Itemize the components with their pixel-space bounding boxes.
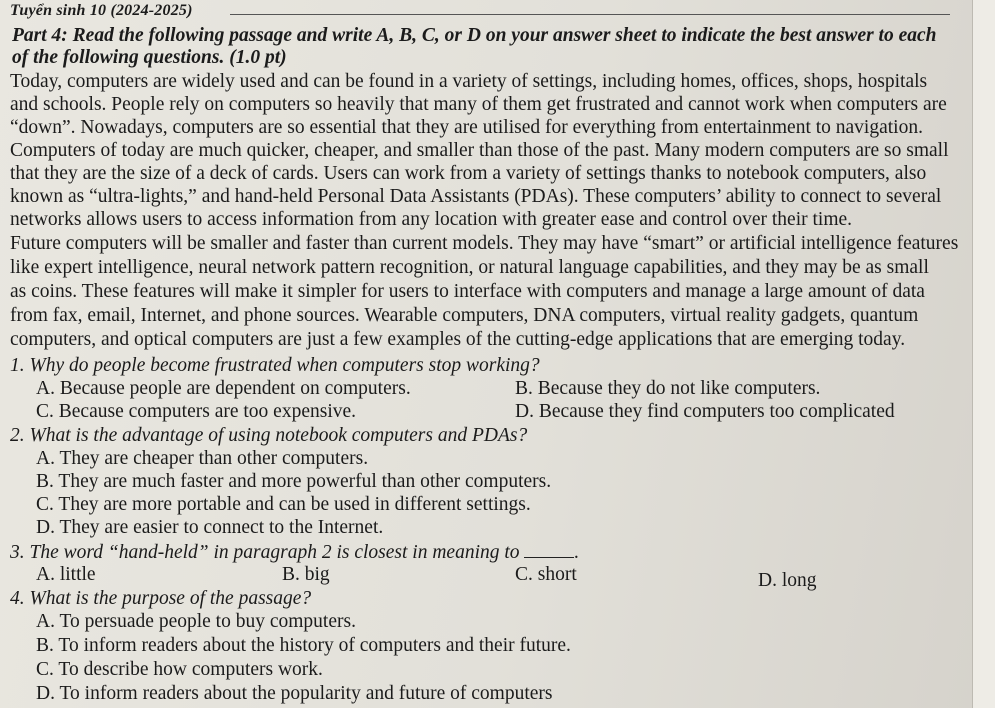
passage-line: and schools. People rely on computers so heavily that many of them get frustrated and cannot work when computers are: [10, 94, 947, 115]
instruction-line-1: Part 4: Read the following passage and write A, B, C, or D on your answer sheet to indicate the best answer to each: [12, 25, 937, 46]
q4-option-a: A. To persuade people to buy computers.: [36, 611, 356, 632]
question-2-stem: 2. What is the advantage of using notebook computers and PDAs?: [10, 425, 528, 446]
question-4-stem: 4. What is the purpose of the passage?: [10, 588, 312, 609]
q4-option-b: B. To inform readers about the history of computers and their future.: [36, 635, 571, 656]
q3-option-d: D. long: [758, 570, 817, 591]
exam-header: Tuyển sinh 10 (2024-2025): [10, 2, 193, 19]
adjacent-page-edge: [972, 0, 995, 708]
question-3-text: 3. The word “hand-held” in paragraph 2 is closest in meaning to: [10, 542, 520, 563]
passage-line: from fax, email, Internet, and phone sources. Wearable computers, DNA computers, virtual reality gadgets, quantum: [10, 305, 919, 326]
header-divider: [230, 14, 950, 15]
question-1-stem: 1. Why do people become frustrated when computers stop working?: [10, 355, 540, 376]
question-3-stem: [10, 541, 579, 564]
passage-line: networks allows users to access information from any location with greater ease and control over their time.: [10, 209, 853, 230]
passage-line: known as “ultra-lights,” and hand-held Personal Data Assistants (PDAs). These computers’ ability to connect to several: [10, 186, 942, 207]
passage-line: computers, and optical computers are just a few examples of the cutting-edge applications that are emerging today.: [10, 329, 906, 350]
q1-option-b: B. Because they do not like computers.: [515, 378, 821, 399]
passage-line: “down”. Nowadays, computers are so essential that they are utilised for everything from entertainment to navigation.: [10, 117, 923, 138]
q3-option-b: B. big: [282, 564, 330, 585]
passage-line: Today, computers are widely used and can be found in a variety of settings, including homes, offices, shops, hospitals: [10, 71, 928, 92]
q3-option-a: A. little: [36, 564, 96, 585]
q3-option-c: C. short: [515, 564, 577, 585]
passage-line: Future computers will be smaller and faster than current models. They may have “smart” or artificial intelligence features: [10, 233, 959, 254]
instruction-line-2: of the following questions. (1.0 pt): [12, 47, 287, 68]
q2-option-a: A. They are cheaper than other computers.: [36, 448, 369, 469]
q1-option-d: D. Because they find computers too complicated: [515, 401, 895, 422]
q2-option-b: B. They are much faster and more powerful than other computers.: [36, 471, 552, 492]
passage-line: Computers of today are much quicker, cheaper, and smaller than those of the past. Many modern computers are so small: [10, 140, 949, 161]
passage-line: that they are the size of a deck of cards. Users can work from a variety of settings thanks to notebook computers, also: [10, 163, 927, 184]
passage-line: as coins. These features will make it simpler for users to interface with computers and manage a large amount of data: [10, 281, 925, 302]
answer-blank: [524, 541, 574, 558]
question-3-period: .: [574, 542, 580, 563]
q1-option-c: C. Because computers are too expensive.: [36, 401, 357, 422]
q4-option-c: C. To describe how computers work.: [36, 659, 323, 680]
q1-option-a: A. Because people are dependent on computers.: [36, 378, 411, 399]
q4-option-d: D. To inform readers about the popularity and future of computers: [36, 683, 553, 704]
q2-option-d: D. They are easier to connect to the Internet.: [36, 517, 384, 538]
q2-option-c: C. They are more portable and can be used in different settings.: [36, 494, 531, 515]
passage-line: like expert intelligence, neural network pattern recognition, or natural language capabilities, and they may be as small: [10, 257, 929, 278]
